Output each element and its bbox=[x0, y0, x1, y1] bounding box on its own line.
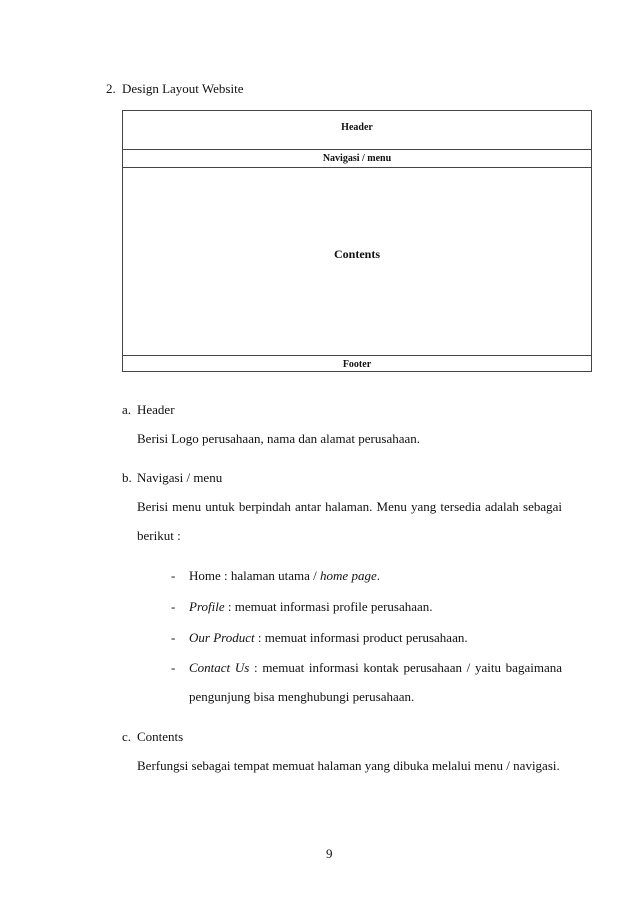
item-c-body: Berfungsi sebagai tempat memuat halaman yang dibuka melalui menu / navigasi. bbox=[137, 758, 560, 773]
list-item-contact bbox=[171, 660, 562, 676]
page-number: 9 bbox=[326, 846, 333, 861]
item-a-title: Header bbox=[137, 402, 175, 417]
list-item-home bbox=[171, 568, 380, 584]
diagram-header: Header bbox=[341, 122, 373, 133]
diagram-divider-1 bbox=[123, 149, 591, 150]
diagram-contents: Contents bbox=[333, 247, 380, 261]
list-product-rest: : memuat informasi product perusahaan. bbox=[254, 630, 468, 645]
item-c-letter: c. bbox=[122, 729, 132, 744]
item-b-body-line2: berikut : bbox=[137, 528, 181, 543]
item-a-body: Berisi Logo perusahaan, nama dan alamat perusahaan. bbox=[137, 431, 420, 446]
list-dash: - bbox=[171, 660, 176, 675]
list-profile-em: Profile bbox=[189, 599, 225, 614]
section-title: Design Layout Website bbox=[122, 81, 244, 96]
item-b-body-line1: Berisi menu untuk berpindah antar halaman. Menu yang tersedia adalah sebagai bbox=[137, 499, 562, 514]
diagram-divider-3 bbox=[123, 355, 591, 356]
list-dash: - bbox=[171, 568, 176, 583]
layout-diagram bbox=[122, 110, 592, 372]
item-c-title: Contents bbox=[137, 729, 184, 744]
item-b-letter: b. bbox=[122, 470, 132, 485]
list-home-post: . bbox=[376, 568, 380, 583]
list-contact-line1 bbox=[189, 660, 562, 676]
list-dash: - bbox=[171, 630, 176, 645]
list-contact-line2: pengunjung bisa menghubungi perusahaan. bbox=[189, 689, 415, 704]
list-home-em: home page bbox=[320, 568, 377, 583]
item-a-letter: a. bbox=[122, 402, 132, 417]
list-contact-rest1: : memuat informasi kontak perusahaan / yaitu bagaimana bbox=[249, 660, 562, 675]
item-b-title: Navigasi / menu bbox=[137, 470, 223, 485]
list-home-text: Home : halaman utama / bbox=[189, 568, 321, 583]
list-product-em: Our Product bbox=[189, 630, 255, 645]
diagram-divider-2 bbox=[123, 167, 591, 168]
list-item-our-product bbox=[171, 630, 468, 646]
list-profile-rest: : memuat informasi profile perusahaan. bbox=[224, 599, 433, 614]
list-contact-em: Contact Us bbox=[189, 660, 250, 675]
diagram-footer: Footer bbox=[342, 359, 372, 370]
list-item-profile bbox=[171, 599, 433, 615]
list-dash: - bbox=[171, 599, 176, 614]
section-number: 2. bbox=[106, 81, 116, 96]
diagram-nav: Navigasi / menu bbox=[322, 153, 392, 164]
